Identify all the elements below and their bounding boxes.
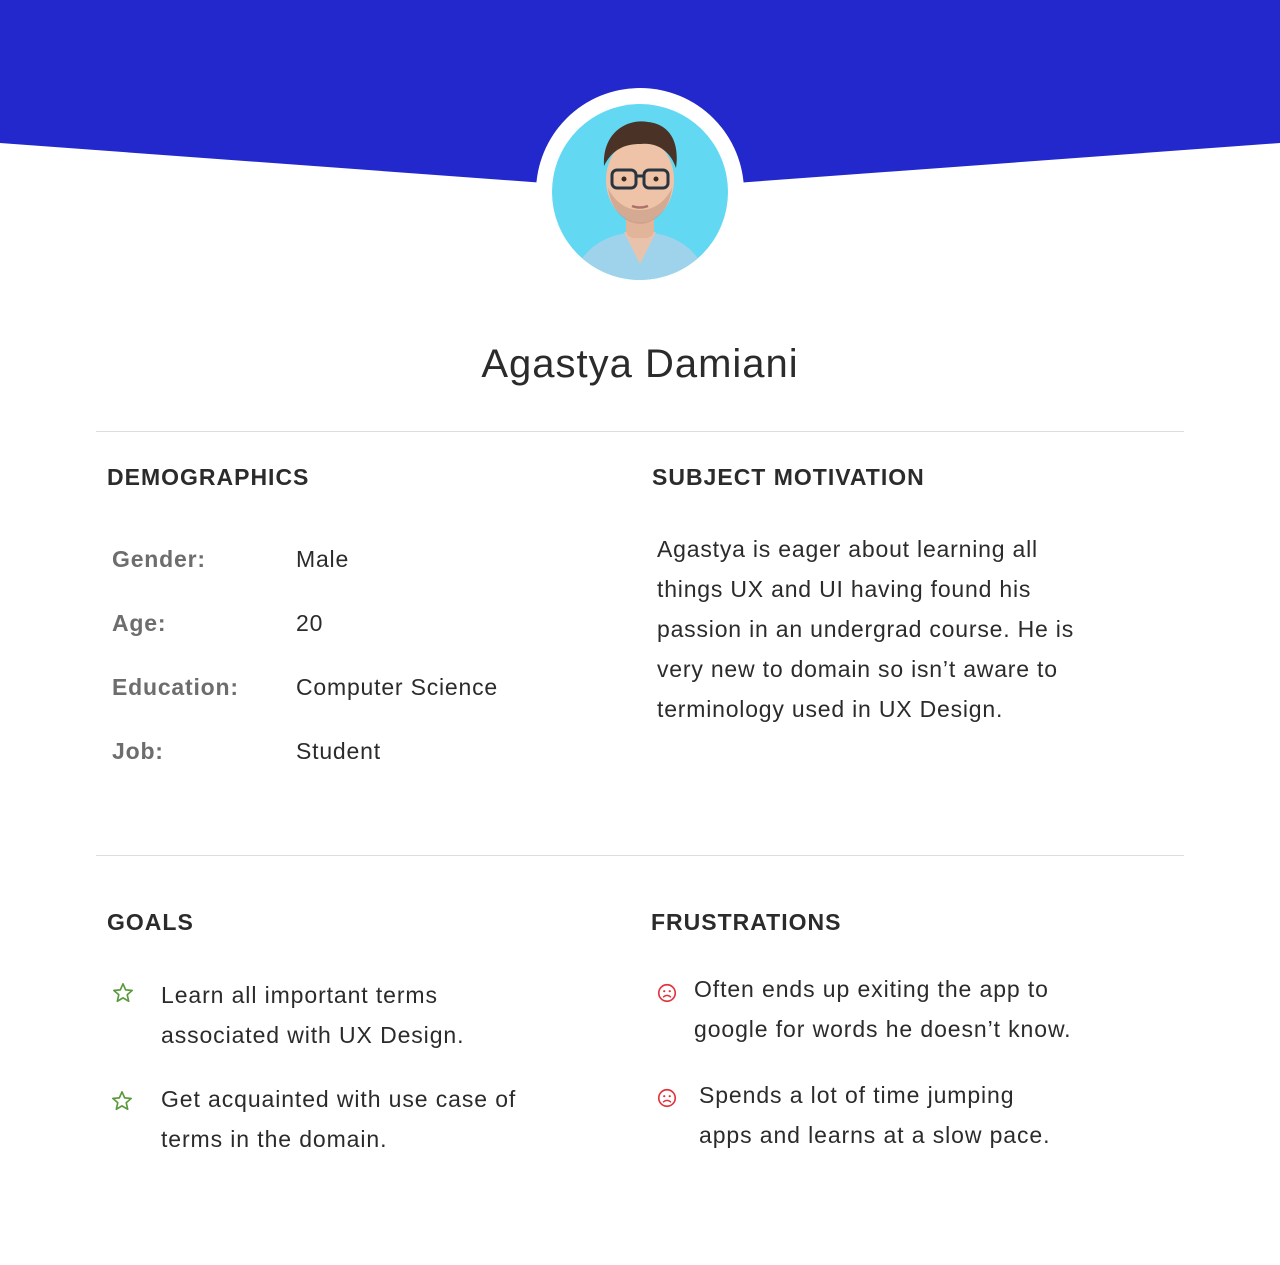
middle-divider bbox=[96, 855, 1184, 856]
goal-line: Learn all important terms bbox=[161, 982, 438, 1008]
motivation-line: things UX and UI having found his bbox=[657, 576, 1032, 602]
frustration-line: apps and learns at a slow pace. bbox=[699, 1122, 1051, 1148]
frustration-line: Spends a lot of time jumping bbox=[699, 1082, 1015, 1108]
demographics-row-gender bbox=[112, 546, 592, 586]
demographics-row-age bbox=[112, 610, 592, 650]
goal-line: Get acquainted with use case of bbox=[161, 1086, 517, 1112]
frustration-line: Often ends up exiting the app to bbox=[694, 976, 1049, 1002]
demographics-label: Job: bbox=[112, 738, 164, 764]
persona-name: Agastya Damiani bbox=[481, 342, 799, 386]
demographics-value: Male bbox=[296, 546, 350, 572]
star-icon bbox=[111, 1090, 133, 1112]
goals-title: GOALS bbox=[107, 909, 194, 935]
avatar bbox=[552, 104, 728, 280]
motivation-text bbox=[657, 529, 1157, 729]
motivation-line: terminology used in UX Design. bbox=[657, 696, 1004, 722]
goal-item bbox=[161, 1079, 621, 1159]
demographics-label: Age: bbox=[112, 610, 167, 636]
demographics-title: DEMOGRAPHICS bbox=[107, 464, 310, 490]
sad-face-icon bbox=[656, 982, 678, 1004]
demographics-value: Student bbox=[296, 738, 381, 764]
demographics-value: 20 bbox=[296, 610, 324, 636]
goal-line: terms in the domain. bbox=[161, 1126, 388, 1152]
goal-item bbox=[161, 975, 601, 1055]
motivation-line: very new to domain so isn’t aware to bbox=[657, 656, 1058, 682]
star-icon bbox=[112, 982, 134, 1004]
sad-face-icon bbox=[656, 1087, 678, 1109]
motivation-title: SUBJECT MOTIVATION bbox=[652, 464, 925, 490]
avatar-portrait-icon bbox=[552, 104, 728, 280]
motivation-line: Agastya is eager about learning all bbox=[657, 536, 1038, 562]
demographics-label: Education: bbox=[112, 674, 239, 700]
demographics-row-education bbox=[112, 674, 592, 714]
demographics-label: Gender: bbox=[112, 546, 206, 572]
frustration-item bbox=[694, 969, 1174, 1049]
goal-line: associated with UX Design. bbox=[161, 1022, 465, 1048]
top-divider bbox=[96, 431, 1184, 432]
demographics-value: Computer Science bbox=[296, 674, 498, 700]
frustrations-title: FRUSTRATIONS bbox=[651, 909, 842, 935]
frustration-line: google for words he doesn’t know. bbox=[694, 1016, 1072, 1042]
demographics-row-job bbox=[112, 738, 592, 778]
motivation-line: passion in an undergrad course. He is bbox=[657, 616, 1074, 642]
frustration-item bbox=[699, 1075, 1169, 1155]
